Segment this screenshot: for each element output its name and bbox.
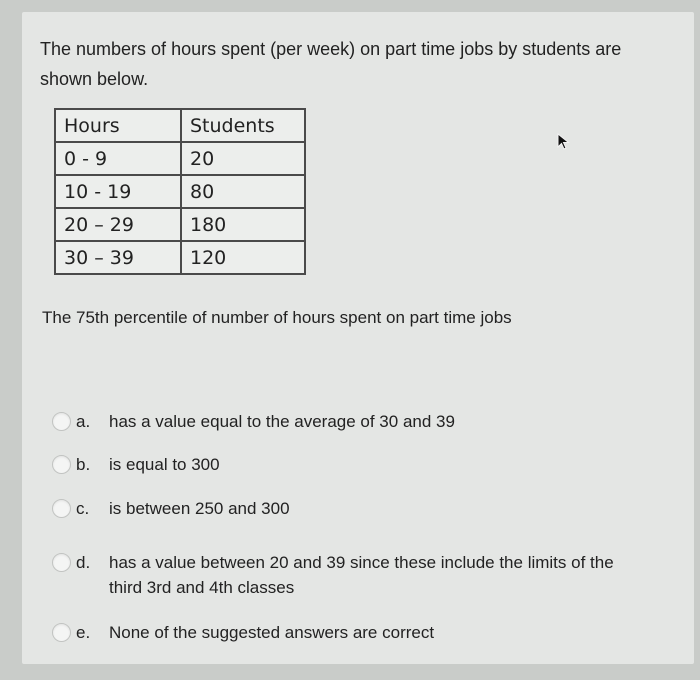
cell-hours: 20 – 29 bbox=[55, 208, 181, 241]
table-header-row bbox=[55, 109, 305, 142]
header-students: Students bbox=[181, 109, 305, 142]
radio-button-icon[interactable] bbox=[52, 623, 71, 642]
cell-students: 80 bbox=[181, 175, 305, 208]
cell-hours: 0 - 9 bbox=[55, 142, 181, 175]
cell-students: 20 bbox=[181, 142, 305, 175]
option-text: None of the suggested answers are correct bbox=[109, 623, 435, 642]
cell-students: 120 bbox=[181, 241, 305, 274]
option-letter: a. bbox=[76, 412, 91, 431]
option-text: is between 250 and 300 bbox=[109, 499, 290, 518]
option-text: has a value equal to the average of 30 and 39 bbox=[109, 412, 455, 431]
hours-table bbox=[54, 108, 306, 275]
option-letter: d. bbox=[76, 553, 91, 572]
radio-button-icon[interactable] bbox=[52, 412, 71, 431]
table-row bbox=[55, 142, 305, 175]
option-letter: b. bbox=[76, 455, 91, 474]
option-letter: c. bbox=[76, 499, 90, 518]
cell-students: 180 bbox=[181, 208, 305, 241]
radio-button-icon[interactable] bbox=[52, 455, 71, 474]
question-stem: The 75th percentile of number of hours spent on part time jobs bbox=[42, 308, 512, 327]
option-letter: e. bbox=[76, 623, 91, 642]
table-row bbox=[55, 241, 305, 274]
radio-button-icon[interactable] bbox=[52, 499, 71, 518]
table-row bbox=[55, 175, 305, 208]
option-text: is equal to 300 bbox=[109, 455, 220, 474]
cell-hours: 30 – 39 bbox=[55, 241, 181, 274]
cell-hours: 10 - 19 bbox=[55, 175, 181, 208]
radio-button-icon[interactable] bbox=[52, 553, 71, 572]
mouse-pointer-icon bbox=[557, 133, 571, 151]
option-text: has a value between 20 and 39 since these include the limits of the third 3rd and 4th classes bbox=[109, 553, 614, 597]
header-hours: Hours bbox=[55, 109, 181, 142]
question-text: The numbers of hours spent (per week) on part time jobs by students are shown below. bbox=[40, 39, 622, 89]
table-row bbox=[55, 208, 305, 241]
